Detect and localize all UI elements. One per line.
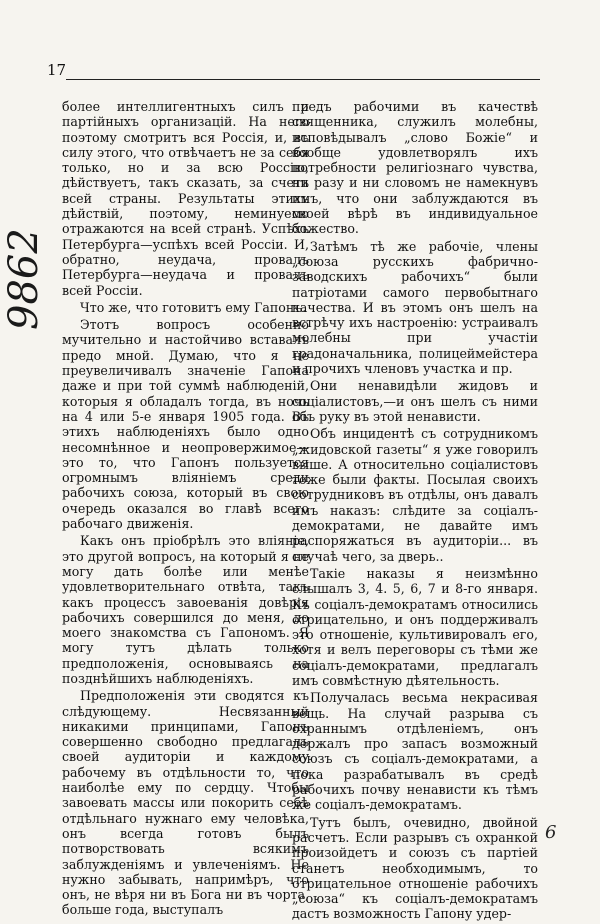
- paragraph: Этотъ вопросъ особенно мучительно и настойчиво вставалъ предо мной. Думаю, что я не преувеличивалъ значеніе Гапона даже и при той суммѣ наблюденій, которыя я обладалъ тогда, въ ночь на 4 или 5-е января 1905 года. Въ этихъ наблюденіяхъ было одно несомнѣнное и неопровержимое—это то, что Гапонъ пользуется огромнымъ вліяніемъ среди рабочихъ союза, который въ свою очередь оказался во главѣ всего рабочаго движенія.: [62, 317, 309, 532]
- left-column: [62, 99, 309, 920]
- paragraph: Что же, что готовитъ ему Гапонъ.: [80, 299, 307, 315]
- paragraph: предъ рабочими въ качествѣ священника, служилъ молебны, исповѣдывалъ „слово Божіе“ и вообще удовлетворялъ ихъ потребности религіознаго чувства, ни разу и ни словомъ не намекнувъ имъ, что они заблуждаются въ своей вѣрѣ въ индивидуальное божество.: [292, 99, 538, 237]
- margin-mark: 6: [545, 822, 557, 843]
- paragraph: Объ инцидентѣ съ сотрудникомъ „жидовской газеты“ я уже говорилъ выше. А относительно соціалистовъ тоже были факты. Посылая своихъ сотрудниковъ въ отдѣлы, онъ давалъ имъ наказъ: слѣдите за соціалъ-демократами, не давайте имъ распоряжаться въ аудиторіи... въ случаѣ чего, за дверь..: [292, 426, 538, 564]
- paragraph: Затѣмъ тѣ же рабочіе, члены „союза русскихъ фабрично-заводскихъ рабочихъ“ были патріотами самого первобытнаго качества. И въ этомъ онъ шелъ на встрѣчу ихъ настроенію: устраивалъ молебны при участіи градоначальника, полицеймейстера и прочихъ членовъ участка и пр.: [292, 238, 538, 377]
- paragraph: Тутъ былъ, очевидно, двойной расчетъ. Если разрывъ съ охранкой произойдетъ и союзъ съ партіей станетъ необходимымъ, то отрицательное отношеніе рабочихъ „союза“ къ соціалъ-демократамъ дастъ возможность Гапону удер-: [292, 814, 538, 922]
- paragraph: Предположенія эти сводятся къ слѣдующему. Несвязанный никакими принципами, Гапонъ совершенно свободно предлагалъ своей аудиторіи и каждому рабочему въ отдѣльности то, что наиболѣе ему по сердцу. Чтобы завоевать массы или покорить себѣ отдѣльнаго нужнаго ему человѣка, онъ всегда готовъ былъ потворствовать всякимъ заблужденіямъ и увлеченіямъ. Не нужно забывать, напримѣръ, что онъ, не вѣря ни въ Бога ни въ чорта, больше года, выступалъ: [62, 688, 309, 918]
- paragraph: Получалась весьма некрасивая вещь. На случай разрыва съ охраннымъ отдѣленіемъ, онъ держалъ про запасъ возможный союзъ съ соціалъ-демократами, а пока разрабатывалъ въ средѣ рабочихъ почву ненависти къ тѣмъ же соціалъ-демократамъ.: [292, 690, 538, 813]
- paragraph: Такіе наказы я неизмѣнно слышалъ 3, 4. 5, 6, 7 и 8-го января. Къ соціалъ-демократамъ относились отрицательно, и онъ поддерживалъ это отношеніе, культивировалъ его, хотя и велъ переговоры съ тѣми же соціалъ-демократами, предлагалъ имъ совмѣстную дѣятельность.: [292, 565, 538, 688]
- paragraph: Какъ онъ пріобрѣлъ это вліяніе, это другой вопросъ, на который я не могу дать болѣе или менѣе удовлетворительнаго отвѣта, такъ какъ процессъ завоеванія довѣрія рабочихъ совершился до меня, до моего знакомства съ Гапономъ. Я могу тутъ дѣлать только предположенія, основываясь на позднѣйшихъ наблюденіяхъ.: [62, 533, 309, 686]
- paragraph: Они ненавидѣли жидовъ и соціалистовъ,—и онъ шелъ съ ними объ руку въ этой ненависти.: [292, 378, 538, 424]
- header-rule: [66, 79, 540, 80]
- page-number: 17: [47, 61, 67, 79]
- paragraph: более интеллигентныхъ силъ и партійныхъ организацій. На него поэтому смотритъ вся Россія, и, въ силу этого, что отвѣчаетъ не за себя только, но и за всю Россію, дѣйствуетъ, такъ сказать, за счетъ всей страны. Результаты этихъ дѣйствій, поэтому, неминуемо отражаются на всей странѣ. Успѣхъ Петербурга—успѣхъ всей Россіи. И, обратно, неудача, провалъ Петербурга—неудача и провалъ всей Россіи.: [62, 99, 309, 298]
- right-column: [292, 99, 538, 924]
